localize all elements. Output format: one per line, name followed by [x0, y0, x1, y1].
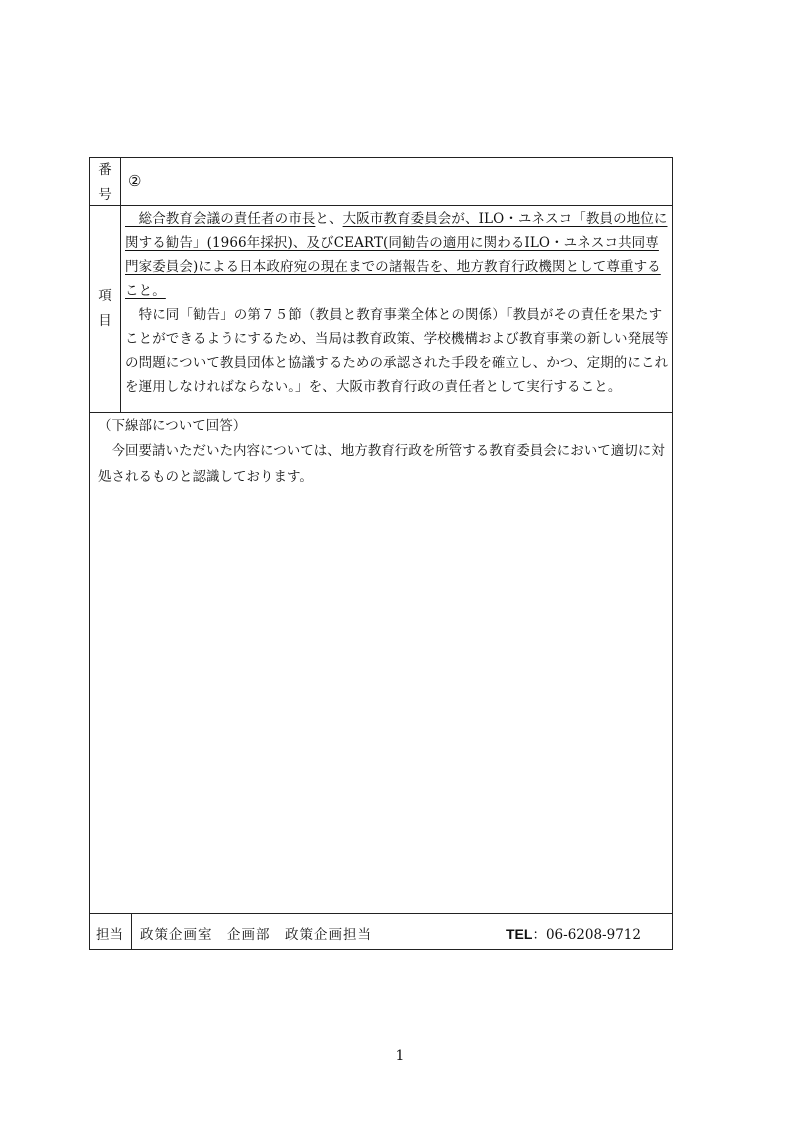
item-paragraph-2: 特に同「勧告」の第７５節（教員と教育事業全体との関係）「教員がその責任を果たすことができるようにするため、当局は教育政策、学校機構および教育事業の新しい発展等の問題について教員団体と協議するための承認された手段を確立し、かつ、定期的にこれを運用しなければならない。」を、大阪市教育行政の責任者として実行すること。	[125, 307, 669, 395]
number-label-top: 番	[98, 162, 112, 178]
item-plain-part: と、	[315, 211, 343, 227]
request-table	[89, 157, 673, 950]
item-label	[90, 284, 120, 334]
number-label-bottom: 号	[98, 187, 112, 203]
tel-label: TEL	[506, 926, 533, 942]
row-divider-1	[90, 205, 672, 206]
item-label-top: 項	[98, 288, 112, 304]
tel-value: ：06-6208-9712	[532, 927, 641, 943]
label-column-divider	[120, 158, 121, 412]
item-underlined-part-1: 総合教育会議の責任者の市長	[125, 211, 316, 227]
number-label	[90, 158, 120, 205]
contact-phone	[506, 923, 641, 943]
item-number: ②	[128, 172, 142, 190]
item-description	[125, 207, 669, 399]
footer-column-divider	[131, 913, 132, 950]
answer-body: 今回要請いただいた内容については、地方教育行政を所管する教育委員会において適切に対処されるものと認識しております。	[98, 443, 665, 485]
page-number: 1	[395, 1048, 405, 1064]
contact-department: 政策企画室 企画部 政策企画担当	[140, 927, 372, 943]
answer-heading: （下線部について回答）	[98, 418, 247, 434]
row-divider-2	[90, 412, 672, 413]
item-label-bottom: 目	[98, 313, 112, 329]
contact-label: 担当	[96, 927, 123, 943]
row-divider-3	[90, 913, 672, 914]
item-underlined-part-2: 大阪市教育委員会が、ILO・ユネスコ「教員の地位に関する勧告」(1966年採択)、及びCEART(同勧告の適用に関わるILO・ユネスコ共同専門家委員会)による日本政府宛の現在までの諸報告を、地方教育行政機関として尊重すること。	[125, 211, 668, 299]
